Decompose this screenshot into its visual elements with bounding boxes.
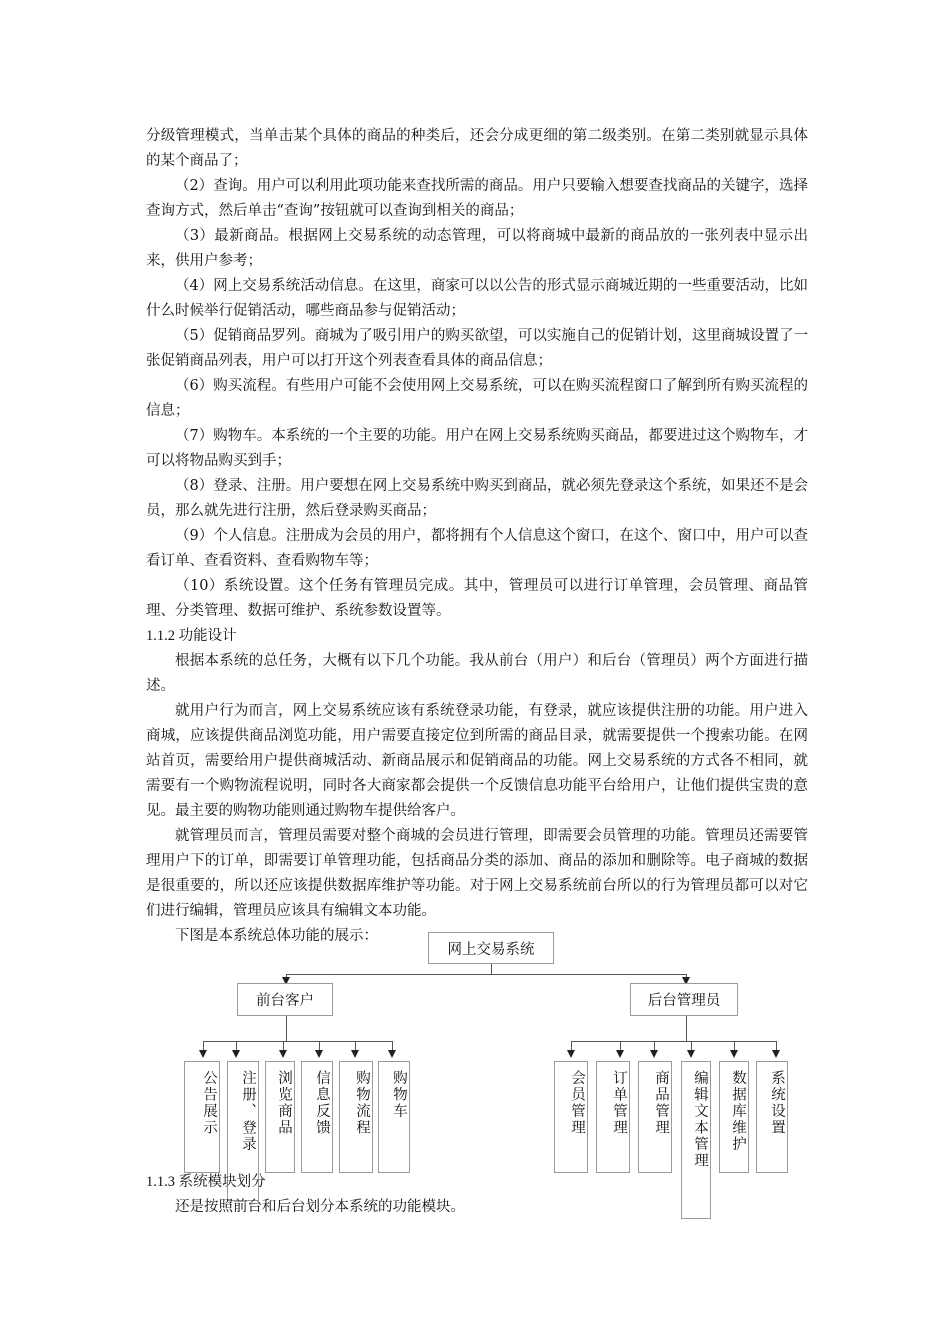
section-heading-112: 1.1.2 功能设计 xyxy=(146,628,237,644)
front-leaf-label: 信息反馈 xyxy=(314,1070,330,1136)
connector xyxy=(571,1041,776,1042)
back-leaf-label: 会员管理 xyxy=(569,1070,585,1136)
connector xyxy=(691,1041,692,1050)
paragraph: （8）登录、注册。用户要想在网上交易系统中购买到商品，就必须先登录这个系统，如果还不是会员，那么就先进行注册，然后登录购买商品； xyxy=(146,478,808,519)
connector xyxy=(203,1041,392,1042)
connector xyxy=(203,1041,204,1050)
front-leaf-node xyxy=(301,1061,333,1173)
arrow-icon xyxy=(351,1050,359,1058)
front-leaf-label: 注册、登录 xyxy=(240,1070,256,1153)
paragraph: （9）个人信息。注册成为会员的用户，都将拥有个人信息这个窗口，在这个、窗口中，用户可以查看订单、查看资料、查看购物车等； xyxy=(146,528,808,569)
body-text xyxy=(146,124,808,949)
back-leaf-node xyxy=(596,1061,630,1173)
front-leaf-node xyxy=(339,1061,373,1173)
back-leaf-label: 数据库维护 xyxy=(730,1070,746,1153)
front-leaf-label: 浏览商品 xyxy=(276,1070,292,1136)
paragraph: （10）系统设置。这个任务有管理员完成。其中，管理员可以进行订单管理，会员管理、商品管理、分类管理、数据可维护、系统参数设置等。 xyxy=(146,578,808,619)
paragraph: （7）购物车。本系统的一个主要的功能。用户在网上交易系统购买商品，都要进过这个购物车，才可以将物品购买到手； xyxy=(146,428,808,469)
connector xyxy=(286,974,686,975)
paragraph: 分级管理模式，当单击某个具体的商品的种类后，还会分成更细的第二级类别。在第二类别就显示具体的某个商品了； xyxy=(146,128,808,169)
connector xyxy=(571,1041,572,1050)
connector xyxy=(319,1041,320,1050)
arrow-icon xyxy=(567,1050,575,1058)
front-leaf-label: 购物流程 xyxy=(354,1070,370,1136)
diagram-caption: 下图是本系统总体功能的展示： xyxy=(175,928,378,944)
connector xyxy=(286,1016,287,1041)
arrow-icon xyxy=(388,1050,396,1058)
connector xyxy=(776,1041,777,1050)
connector xyxy=(392,1041,393,1050)
arrow-icon xyxy=(279,1050,287,1058)
arrow-icon xyxy=(730,1050,738,1058)
connector xyxy=(283,1041,284,1050)
diagram-root-node: 网上交易系统 xyxy=(428,932,554,964)
back-leaf-node xyxy=(638,1061,672,1173)
arrow-icon xyxy=(199,1050,207,1058)
connector xyxy=(491,964,492,974)
back-leaf-label: 订单管理 xyxy=(611,1070,627,1136)
front-leaf-node xyxy=(378,1061,410,1173)
paragraph: （2）查询。用户可以利用此项功能来查找所需的商品。用户只要输入想要查找商品的关键字，选择查询方式，然后单击“查询”按钮就可以查询到相关的商品； xyxy=(146,178,808,219)
back-leaf-node xyxy=(756,1061,788,1173)
lower-text xyxy=(146,1170,808,1220)
paragraph: 就管理员而言，管理员需要对整个商城的会员进行管理，即需要会员管理的功能。管理员还需要管理用户下的订单，即需要订单管理功能，包括商品分类的添加、商品的添加和删除等。电子商城的数据是很重要的，所以还应该提供数据库维护等功能。对于网上交易系统前台所以的行为管理员都可以对它们进行编辑，管理员应该具有编辑文本功能。 xyxy=(146,828,808,919)
connector xyxy=(620,1041,621,1050)
connector xyxy=(236,1041,237,1050)
front-leaf-node xyxy=(265,1061,295,1173)
section-heading-113: 1.1.3 系统模块划分 xyxy=(146,1174,266,1190)
back-admin-node: 后台管理员 xyxy=(630,983,738,1016)
paragraph: （5）促销商品罗列。商城为了吸引用户的购买欲望，可以实施自己的促销计划，这里商城设置了一张促销商品列表，用户可以打开这个列表查看具体的商品信息； xyxy=(146,328,808,369)
back-leaf-node xyxy=(719,1061,749,1173)
back-leaf-node xyxy=(554,1061,588,1173)
front-client-node: 前台客户 xyxy=(237,983,333,1016)
arrow-icon xyxy=(232,1050,240,1058)
back-leaf-label: 系统设置 xyxy=(769,1070,785,1136)
arrow-icon xyxy=(315,1050,323,1058)
front-leaf-node xyxy=(184,1061,220,1173)
front-leaf-label: 购物车 xyxy=(391,1070,407,1120)
connector xyxy=(734,1041,735,1050)
connector xyxy=(355,1041,356,1050)
arrow-icon xyxy=(650,1050,658,1058)
paragraph: （3）最新商品。根据网上交易系统的动态管理，可以将商城中最新的商品放的一张列表中显示出来，供用户参考； xyxy=(146,228,808,269)
arrow-icon xyxy=(772,1050,780,1058)
connector xyxy=(654,1041,655,1050)
paragraph: 根据本系统的总任务，大概有以下几个功能。我从前台（用户）和后台（管理员）两个方面进行描述。 xyxy=(146,653,808,694)
paragraph: （6）购买流程。有些用户可能不会使用网上交易系统，可以在购买流程窗口了解到所有购买流程的信息； xyxy=(146,378,808,419)
paragraph: 还是按照前台和后台划分本系统的功能模块。 xyxy=(175,1199,465,1215)
connector xyxy=(686,1016,687,1041)
back-leaf-label: 编辑文本管理 xyxy=(692,1070,708,1169)
paragraph: 就用户行为而言，网上交易系统应该有系统登录功能，有登录，就应该提供注册的功能。用户进入商城，应该提供商品浏览功能，用户需要直接定位到所需的商品目录，就需要提供一个搜索功能。在网站首页，需要给用户提供商城活动、新商品展示和促销商品的功能。网上交易系统的方式各不相同，就需要有一个购物流程说明，同时各大商家都会提供一个反馈信息功能平台给用户，让他们提供宝贵的意见。最主要的购物功能则通过购物车提供给客户。 xyxy=(146,703,808,819)
back-leaf-label: 商品管理 xyxy=(653,1070,669,1136)
front-leaf-label: 公告展示 xyxy=(201,1070,217,1136)
paragraph: （4）网上交易系统活动信息。在这里，商家可以以公告的形式显示商城近期的一些重要活动，比如什么时候举行促销活动，哪些商品参与促销活动； xyxy=(146,278,808,319)
arrow-icon xyxy=(687,1050,695,1058)
arrow-icon xyxy=(616,1050,624,1058)
